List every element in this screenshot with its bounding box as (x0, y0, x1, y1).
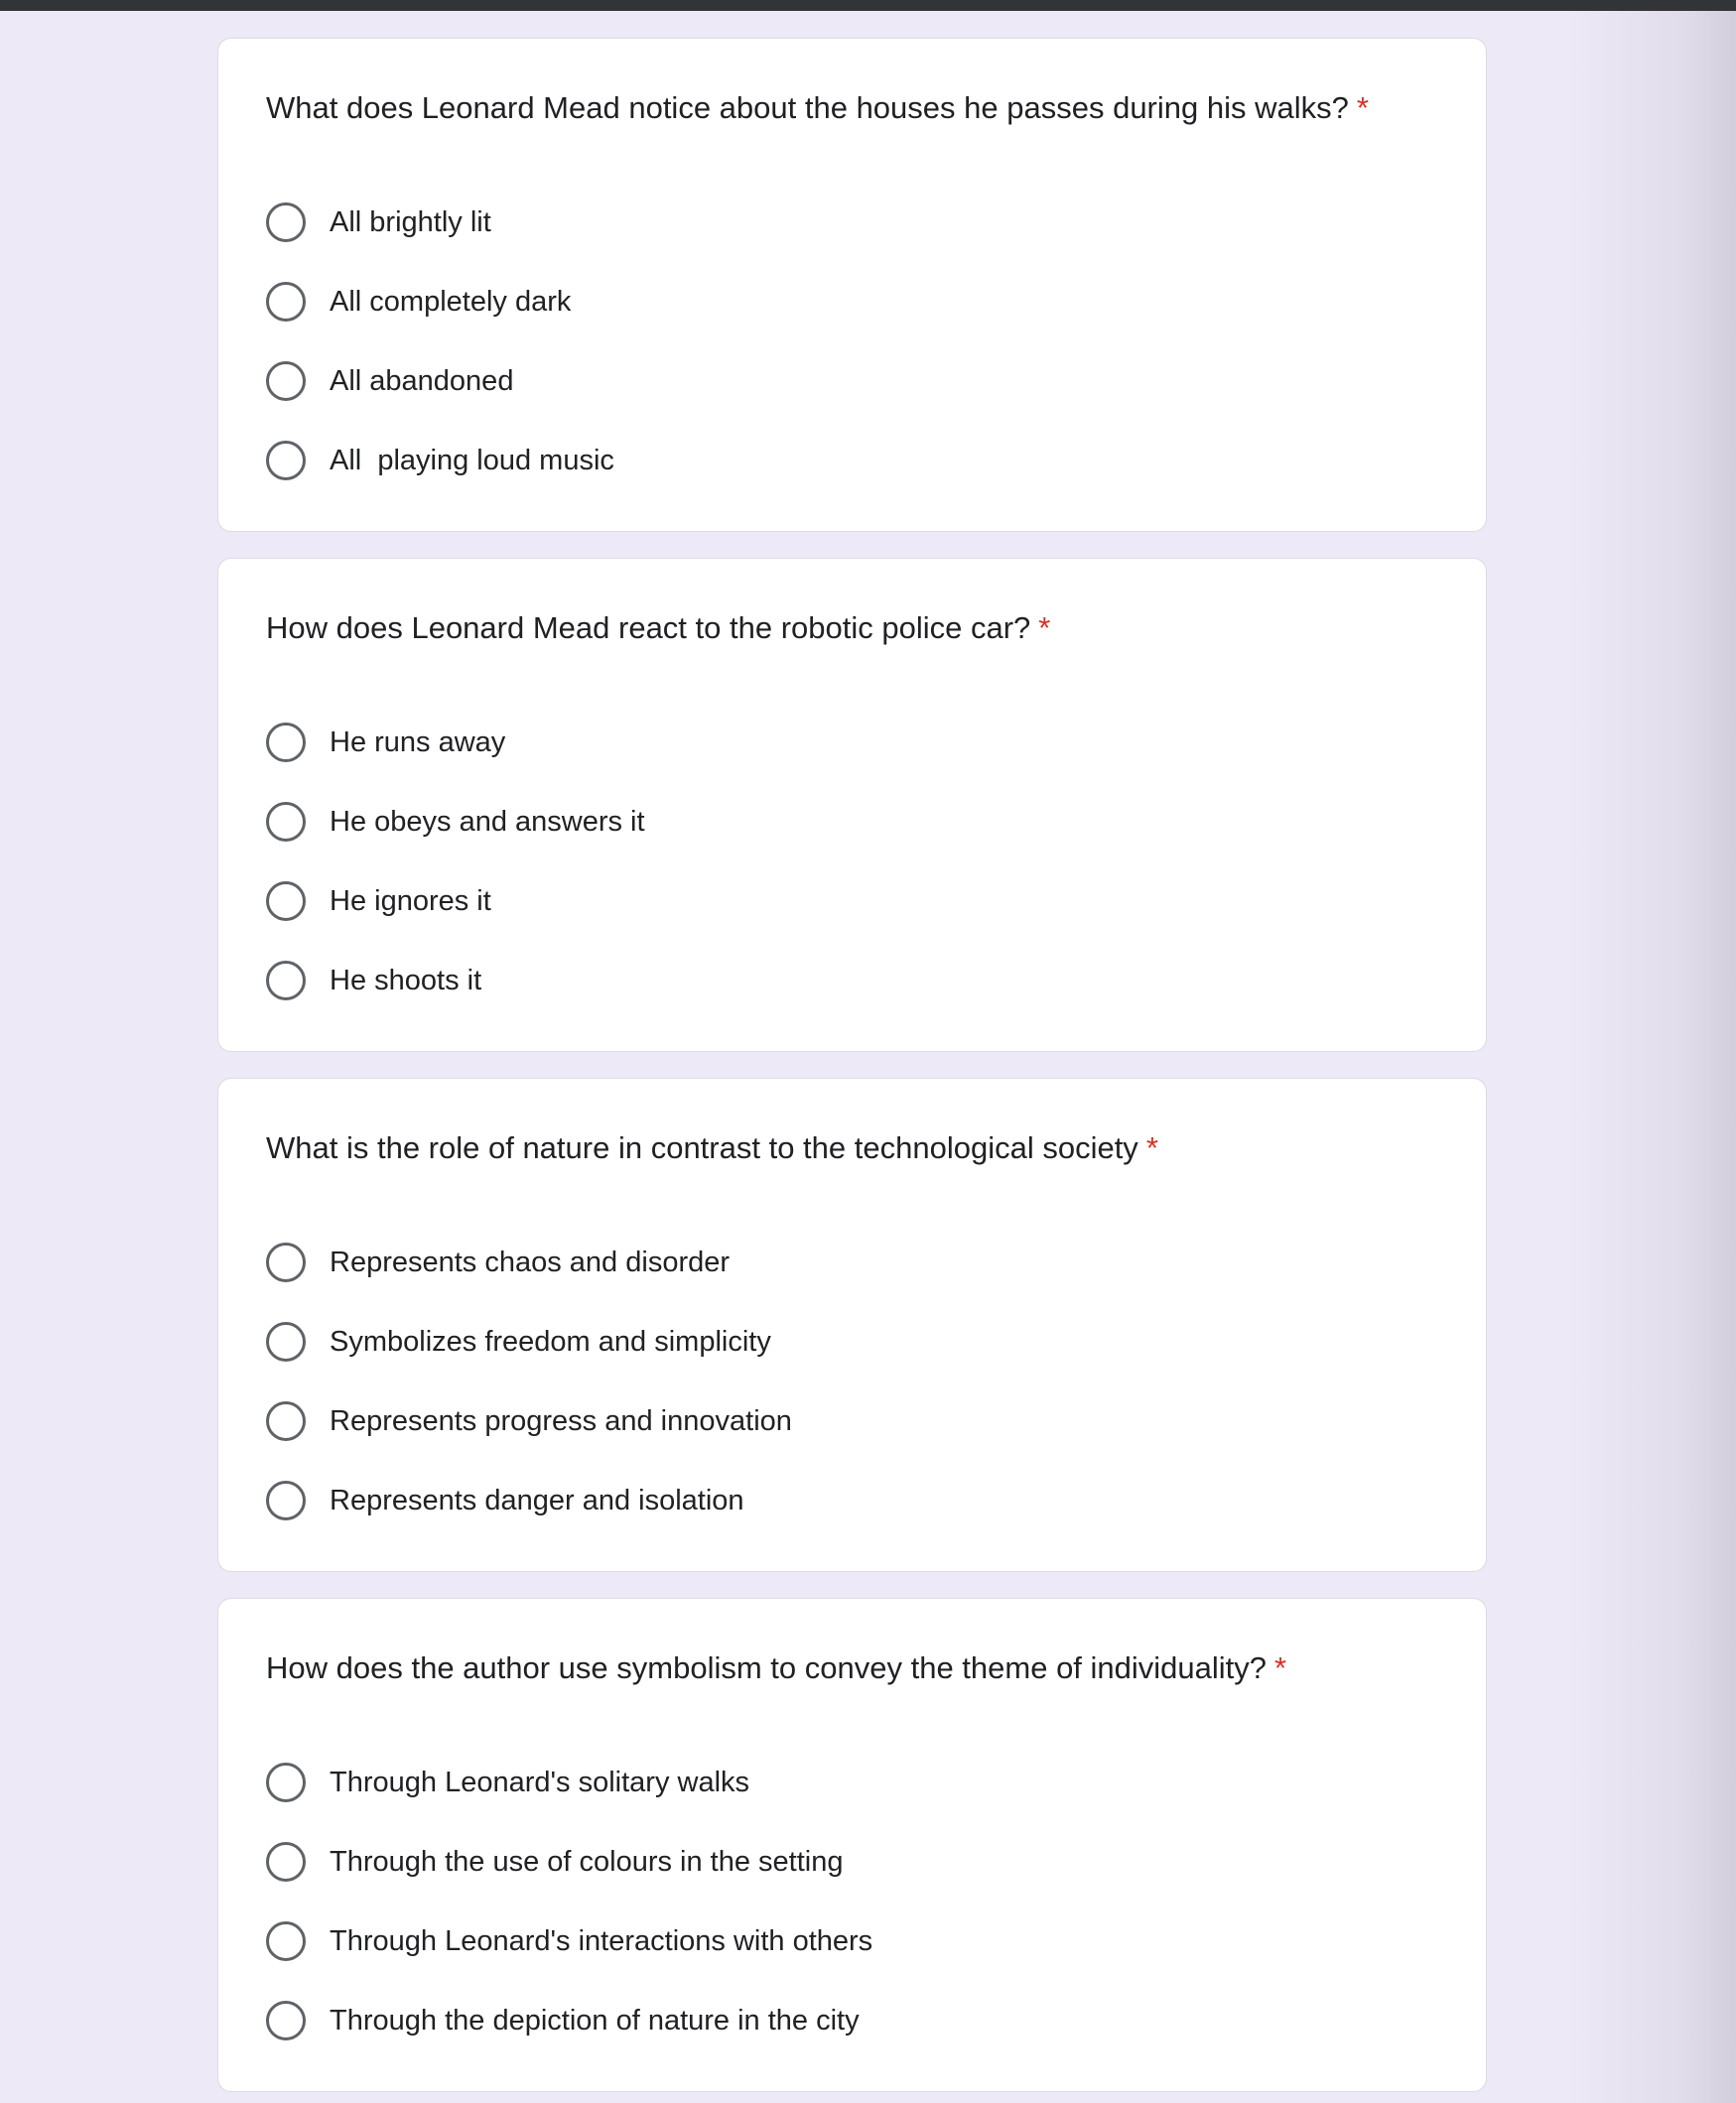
option-label: Through Leonard's interactions with others (330, 1925, 873, 1957)
option-label: He shoots it (330, 965, 482, 996)
option-label: Through Leonard's solitary walks (330, 1767, 750, 1798)
option-label: Represents progress and innovation (330, 1405, 792, 1437)
radio-button-icon[interactable] (266, 1842, 306, 1882)
option-label: All brightly lit (330, 206, 491, 238)
radio-button-icon[interactable] (266, 1401, 306, 1441)
radio-button-icon[interactable] (266, 1921, 306, 1961)
radio-option[interactable] (266, 1919, 872, 1963)
radio-option[interactable] (266, 1399, 792, 1443)
radio-option[interactable] (266, 1761, 749, 1804)
radio-option[interactable] (266, 1479, 744, 1522)
question-card-3 (217, 1078, 1487, 1572)
question-card-2 (217, 558, 1487, 1052)
radio-option[interactable] (266, 1999, 860, 2042)
radio-button-icon[interactable] (266, 802, 306, 842)
radio-option[interactable] (266, 879, 491, 923)
option-label: All completely dark (330, 286, 572, 318)
option-label: All playing loud music (330, 445, 614, 476)
radio-button-icon[interactable] (266, 202, 306, 242)
radio-option[interactable] (266, 1241, 730, 1284)
question-title: What does Leonard Mead notice about the houses he passes during his walks? * (266, 90, 1369, 125)
option-label: Through the use of colours in the setting (330, 1846, 844, 1878)
page-edge-shadow (1567, 11, 1736, 2103)
option-label: Through the depiction of nature in the city (330, 2005, 860, 2037)
option-label: All abandoned (330, 365, 514, 397)
radio-button-icon[interactable] (266, 1243, 306, 1282)
required-asterisk: * (1038, 610, 1051, 645)
question-title: How does the author use symbolism to convey the theme of individuality? * (266, 1650, 1287, 1685)
radio-button-icon[interactable] (266, 881, 306, 921)
radio-button-icon[interactable] (266, 1763, 306, 1802)
option-label: Represents danger and isolation (330, 1485, 744, 1516)
radio-button-icon[interactable] (266, 1322, 306, 1362)
radio-option[interactable] (266, 359, 513, 403)
window-top-bar (0, 0, 1736, 11)
option-label: Symbolizes freedom and simplicity (330, 1326, 771, 1358)
required-asterisk: * (1274, 1650, 1287, 1685)
required-asterisk: * (1356, 90, 1369, 125)
radio-button-icon[interactable] (266, 1481, 306, 1520)
radio-option[interactable] (266, 800, 645, 844)
radio-option[interactable] (266, 1840, 843, 1884)
radio-button-icon[interactable] (266, 2001, 306, 2040)
required-asterisk: * (1145, 1130, 1158, 1165)
radio-button-icon[interactable] (266, 361, 306, 401)
form-question-list (217, 38, 1487, 2103)
option-label: Represents chaos and disorder (330, 1247, 731, 1278)
radio-button-icon[interactable] (266, 723, 306, 762)
option-label: He ignores it (330, 885, 491, 917)
question-card-1 (217, 38, 1487, 532)
option-label: He runs away (330, 726, 506, 758)
question-title: How does Leonard Mead react to the robotic police car? * (266, 610, 1051, 645)
question-title: What is the role of nature in contrast to the technological society * (266, 1130, 1158, 1165)
radio-option[interactable] (266, 1320, 771, 1364)
radio-option[interactable] (266, 959, 481, 1002)
question-card-4 (217, 1598, 1487, 2092)
radio-option[interactable] (266, 200, 491, 244)
radio-button-icon[interactable] (266, 961, 306, 1000)
radio-option[interactable] (266, 439, 614, 482)
radio-button-icon[interactable] (266, 441, 306, 480)
option-label: He obeys and answers it (330, 806, 645, 838)
radio-button-icon[interactable] (266, 282, 306, 322)
radio-option[interactable] (266, 721, 505, 764)
radio-option[interactable] (266, 280, 571, 324)
